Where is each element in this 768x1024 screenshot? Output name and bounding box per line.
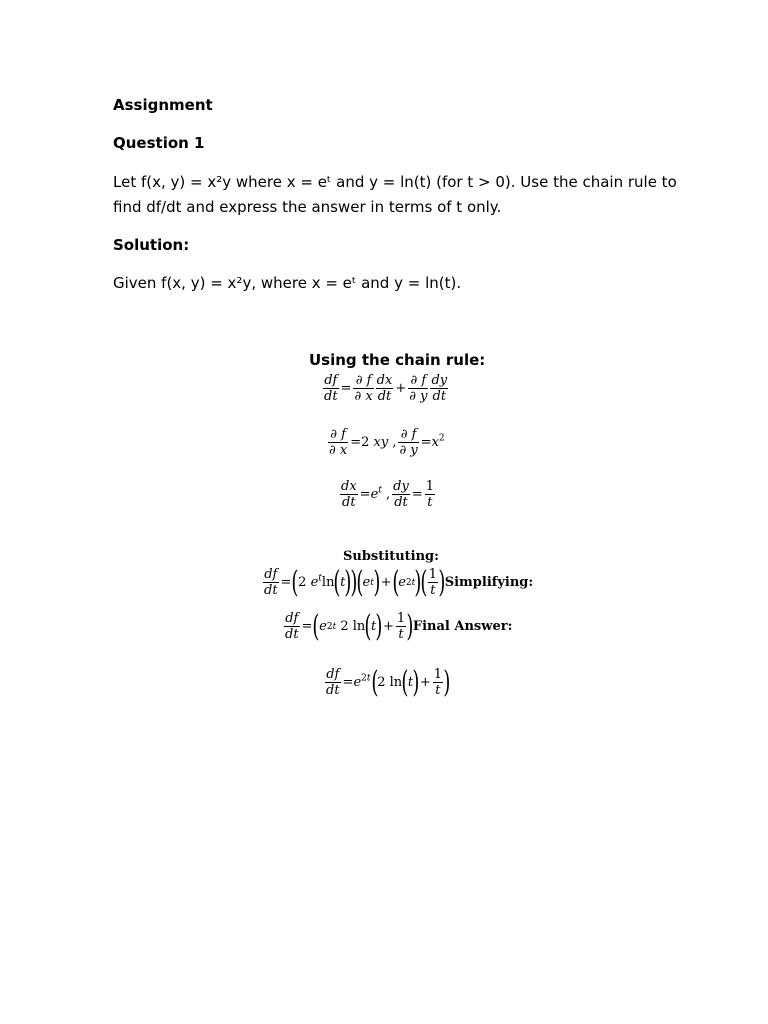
solution-heading: Solution: [113,236,190,254]
simplified-equation: $\frac{df}{dt}$ = ( e 2t 2 ln ( t ) + $\frac{1}{t}$ ) Final Answer: [285,608,513,644]
derivatives-xy-equation: $\frac{dx}{dt}$ $=e^t$ , $\frac{dy}{dt}$ = $\frac{1}{t}$ [341,479,435,510]
chain-rule-equation: $\frac{df}{dt}$ = $\frac{\partial f}{\partial x}$ $\frac{dx}{dt}$ + $\frac{\partial f}{\partial y}$ $\frac{dy}{dt}$ [324,373,448,404]
question-line-1: Let f(x, y) = x²y where x = eᵗ and y = ln(t) (for t > 0). Use the chain rule to [113,173,677,191]
final-answer-label: Final Answer: [412,619,513,634]
assignment-title: Assignment [113,96,213,114]
simplifying-label: Simplifying: [444,575,534,590]
given-text: Given f(x, y) = x²y, where x = eᵗ and y = ln(t). [113,274,462,292]
partial-derivatives-equation: $\frac{\partial f}{\partial x}$ =2 xy , $\frac{\partial f}{\partial y}$ $=x^2$ [329,427,445,458]
final-answer-equation: $\frac{df}{dt}$ $=e^{2t}$ ( 2 ln ( t ) + $\frac{1}{t}$ ) [326,664,451,700]
substitution-equation: $\frac{df}{dt}$ = ( 2 $e^t\ln$ ( t ) ) ( e t ) + ( e 2t ) ( $\frac{1}{t}$ ) Simplifying: [264,564,534,600]
question-heading: Question 1 [113,134,205,152]
substituting-label: Substituting: [343,549,439,564]
question-line-2: find df/dt and express the answer in terms of t only. [113,198,502,216]
chain-rule-heading: Using the chain rule: [309,351,486,369]
